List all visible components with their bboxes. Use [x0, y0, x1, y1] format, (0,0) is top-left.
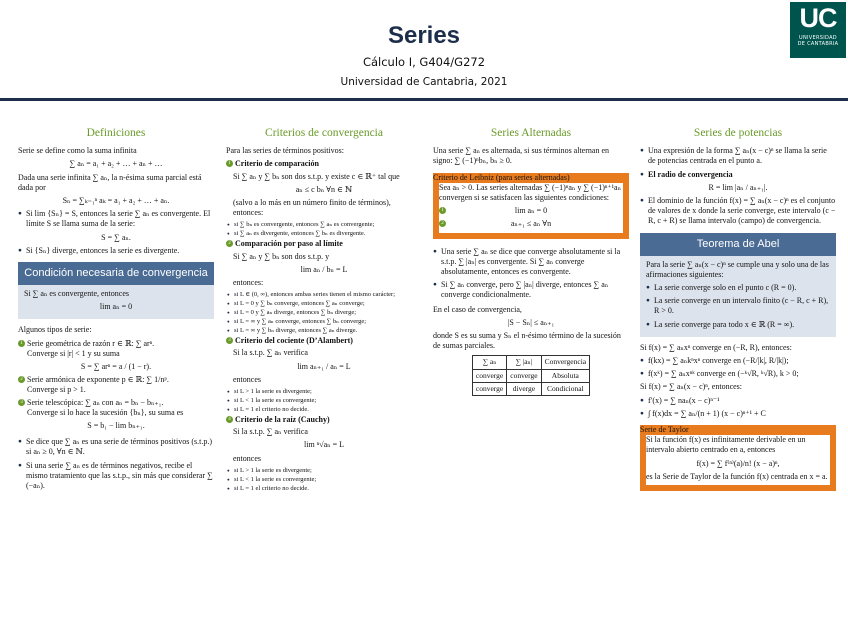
- abel-b3: ● La serie converge para todo x ∈ ℝ (R = ∞).: [646, 320, 830, 330]
- criterio-limite-title: 2 Comparación por paso al límite: [226, 239, 422, 249]
- def-suma-parcial: Dada una serie infinita ∑ aₙ, la n-ésima suma parcial está dada por: [18, 172, 202, 192]
- table-cell: Absoluta: [541, 369, 590, 382]
- criterio-raiz-text: Si la s.t.p. ∑ aₙ verifica: [233, 427, 308, 437]
- box-text: Si ∑ aₙ es convergente, entonces: [24, 289, 129, 299]
- tabla-convergencia: [472, 355, 590, 396]
- column-definiciones: [18, 128, 214, 494]
- box-abel-text: Para la serie ∑ aₙ(x − c)ⁿ se cumple una y solo una de las afirmaciones siguientes:: [646, 259, 829, 279]
- section-title-criterios: Criterios de convergencia: [265, 127, 383, 139]
- propiedad-2-b1: ● f′(x) = ∑ naₙ(x − c)ⁿ⁻¹: [640, 396, 836, 406]
- university-logo: [790, 2, 846, 58]
- eq-error: |S − Sₙ| ≤ aₙ₊₁: [507, 317, 555, 327]
- criterio-limite-eq: lim aₙ / bₙ = L: [300, 264, 348, 274]
- column-potencias: [640, 128, 836, 497]
- criterios-intro: Para las series de términos positivos:: [226, 146, 344, 156]
- logo-line-1: UNIVERSIDAD: [799, 35, 837, 41]
- criterio-limite-s3: ● si L = 0 y ∑ aₙ diverge, entonces ∑ bₙ diverge;: [226, 309, 422, 317]
- table-header: Convergencia: [541, 356, 590, 369]
- table-cell: converge: [507, 369, 541, 382]
- criterio-raiz-title: 4 Criterio de la raíz (Cauchy): [226, 415, 422, 425]
- alternadas-intro: Una serie ∑ aₙ es alternada, si sus términos alternan en signo: ∑ (−1)ⁿbₙ, bₙ ≥ 0.: [433, 146, 609, 166]
- leibniz-cond-2-eq: aₙ₊₁ ≤ aₙ ∀n: [510, 219, 552, 229]
- criterio-cociente-s2: ● si L < 1 la serie es convergente;: [226, 397, 422, 405]
- criterio-limite-s5: ● si L = ∞ y ∑ bₙ diverge, entonces ∑ aₙ diverge.: [226, 327, 422, 335]
- criterio-cociente-title: 3 Criterio del cociente (D’Alambert): [226, 336, 422, 346]
- criterio-cociente-s3: ● si L = 1 el criterio no decide.: [226, 406, 422, 414]
- criterio-raiz-s1: ● si L > 1 la serie es divergente;: [226, 467, 422, 475]
- box-leibniz-body: Sea aₙ > 0. Las series alternadas ∑ (−1)ⁿaₙ y ∑ (−1)ⁿ⁺¹aₙ convergen si se satisfacen las siguientes condiciones: 1 lim aₙ = 0 2 aₙ₊₁ ≤ aₙ ∀n: [439, 182, 622, 229]
- bullet-serie-potencias: ● Una expresión de la forma ∑ aₙ(x − c)ⁿ se llama la serie de potencias centrada en el punto a.: [640, 146, 836, 166]
- column-criterios: [226, 128, 422, 494]
- section-title-potencias: Series de potencias: [693, 127, 783, 139]
- criterio-raiz-s2: ● si L < 1 la serie es convergente;: [226, 476, 422, 484]
- criterio-comparacion-s2: ● si ∑ aₙ es divergente, entonces ∑ bₙ es divergente.: [226, 230, 422, 238]
- page-subtitle: Cálculo I, G404/G272: [362, 55, 486, 69]
- box-abel: [640, 233, 836, 337]
- criterio-cociente-text2: entonces: [233, 374, 261, 384]
- page-title: Series: [387, 22, 461, 49]
- eq-serie: ∑ aₙ = a₁ + a₂ + … + aₙ + …: [69, 159, 163, 169]
- table-cell: Condicional: [541, 382, 590, 395]
- def-serie: Serie se define como la suma infinita: [18, 146, 137, 156]
- table-row: [472, 369, 589, 382]
- criterio-comparacion-s1: ● si ∑ bₙ es convergente, entonces ∑ aₙ es convergente;: [226, 221, 422, 229]
- header: [0, 0, 848, 102]
- box-taylor-title: Serie de Taylor: [640, 425, 836, 435]
- table-cell: diverge: [507, 382, 541, 395]
- eq-geometrica: S = ∑ arⁿ = a / (1 − r).: [80, 362, 152, 372]
- header-divider: [0, 98, 848, 101]
- box-leibniz-title: Criterio de Leibniz (para series alternadas): [433, 173, 629, 183]
- bullet-convergente: ● Si lim {Sₙ} = S, entonces la serie ∑ aₙ es convergente. El límite S se llama suma de la serie:: [18, 209, 214, 229]
- criterio-comparacion-eq: aₙ ≤ c bₙ ∀n ∈ ℕ: [295, 184, 353, 194]
- section-title-alternadas: Series Alternadas: [490, 127, 572, 139]
- criterio-comparacion-title: 1 Criterio de comparación: [226, 159, 422, 169]
- criterio-cociente-s1: ● si L > 1 la serie es divergente;: [226, 388, 422, 396]
- tipo-telescopica: 3 Serie telescópica: ∑ aₙ con aₙ = bₙ − bₙ₊₁. Converge si lo hace la sucesión {bₙ}, su suma es: [18, 398, 214, 418]
- bullet-divergente: ● Si {Sₙ} diverge, entonces la serie es divergente.: [18, 246, 214, 256]
- criterio-limite-s2: ● si L = 0 y ∑ bₙ converge, entonces ∑ aₙ converge;: [226, 300, 422, 308]
- table-cell: converge: [472, 382, 506, 395]
- criterio-limite-text2: entonces:: [233, 278, 264, 288]
- box-abel-body: [640, 256, 836, 337]
- section-title-definiciones: Definiciones: [86, 127, 146, 139]
- table-cell: converge: [472, 369, 506, 382]
- table-header: ∑ |aₙ|: [507, 356, 541, 369]
- criterio-limite-s4: ● si L = ∞ y ∑ aₙ converge, entonces ∑ bₙ converge;: [226, 318, 422, 326]
- criterio-comparacion-text2: (salvo a lo más en un número finito de términos), entonces:: [233, 198, 391, 218]
- abel-b2: ● La serie converge en un intervalo finito (c − R, c + R), R > 0.: [646, 296, 830, 316]
- box-taylor-eq: f(x) = ∑ f⁽ⁿ⁾(a)/n! (x − a)ⁿ,: [696, 458, 780, 468]
- tipos-serie: Algunos tipos de serie:: [18, 325, 92, 335]
- criterio-limite-text: Si ∑ aₙ y ∑ bₙ son dos s.t.p. y: [233, 251, 330, 261]
- box-leibniz-text: Sea aₙ > 0. Las series alternadas ∑ (−1)ⁿaₙ y ∑ (−1)ⁿ⁺¹aₙ convergen si se satisfacen las siguientes condiciones:: [439, 182, 622, 203]
- logo-line-2: DE CANTABRIA: [797, 41, 839, 47]
- convergencia-caso: En el caso de convergencia,: [433, 304, 522, 314]
- institution: Universidad de Cantabria, 2021: [340, 76, 508, 88]
- abel-b1: ● La serie converge solo en el punto c (R = 0).: [646, 283, 830, 293]
- propiedades-2: Si f(x) = ∑ aₙ(x − c)ⁿ, entonces:: [640, 382, 743, 392]
- propiedades-1: Si f(x) = ∑ aₙxⁿ converge en (−R, R), entonces:: [640, 342, 792, 352]
- table-header-row: [472, 356, 589, 369]
- box-taylor-text2: es la Serie de Taylor de la función f(x) centrada en x = a.: [646, 471, 828, 481]
- bullet-stp: ● Se dice que ∑ aₙ es una serie de términos positivos (s.t.p.) si aₙ ≥ 0, ∀n ∈ ℕ.: [18, 437, 214, 457]
- criterio-raiz-eq: lim ⁿ√aₙ = L: [304, 440, 344, 450]
- criterio-raiz-s3: ● si L = 1 el criterio no decide.: [226, 485, 422, 493]
- box-body: [18, 285, 214, 319]
- criterio-cociente-text: Si la s.t.p. ∑ aₙ verifica: [233, 348, 308, 358]
- box-leibniz: [433, 173, 629, 239]
- table-row: [472, 382, 589, 395]
- tipo-armonica: 2 Serie armónica de exponente p ∈ ℝ: ∑ 1/nᵖ. Converge si p > 1.: [18, 375, 214, 395]
- leibniz-cond-1-eq: lim aₙ = 0: [514, 206, 548, 216]
- box-title: Condición necesaria de convergencia: [18, 262, 214, 285]
- criterio-limite-s1: ● si L ∈ (0, ∞), entonces ambas series tienen el mismo carácter;: [226, 291, 422, 299]
- criterio-cociente-eq: lim aₙ₊₁ / aₙ = L: [297, 361, 351, 371]
- bullet-dominio: ● El dominio de la función f(x) = ∑ aₙ(x − c)ⁿ es el conjunto de valores de x donde la serie converge, este intervalo (c − R, c + R) se llama intervalo (campo) de convergencia.: [640, 196, 836, 227]
- box-taylor-body: [646, 435, 830, 482]
- eq-telescopica: S = b₁ − lim bₙ₊₁.: [87, 421, 145, 431]
- box-abel-title: Teorema de Abel: [640, 233, 836, 256]
- eq-suma-parcial: Sₙ = ∑ₖ₌₁ⁿ aₖ = a₁ + a₂ + … + aₙ.: [62, 196, 170, 206]
- propiedad-1-b2: ● f(xᵏ) = ∑ aₙxⁿᵏ converge en (−ᵏ√R, ᵏ√R), k > 0;: [640, 369, 836, 379]
- bullet-absoluta: ● Una serie ∑ aₙ se dice que converge absolutamente si la s.t.p. ∑ |aₙ| es convergente. Si ∑ aₙ converge absolutamente, entonces es convergente.: [433, 247, 629, 278]
- error-text: donde S es su suma y Sₙ el n-ésimo término de la sucesión de sumas parciales.: [433, 331, 621, 351]
- eq-suma-serie: S = ∑ aₙ.: [101, 232, 131, 242]
- bullet-negativos: ● Si una serie ∑ aₙ es de términos negativos, recibe el mismo tratamiento que las s.t.p., sin más que considerar ∑ (−aₙ).: [18, 461, 214, 492]
- box-condicion-necesaria: [18, 262, 214, 319]
- criterio-comparacion-text: Si ∑ aₙ y ∑ bₙ son dos s.t.p. y existe c ∈ ℝ⁺ tal que: [233, 171, 400, 181]
- column-alternadas: [433, 128, 629, 400]
- tipo-geometrica: 1 Serie geométrica de razón r ∈ ℝ: ∑ arⁿ. Converge si |r| < 1 y su suma: [18, 339, 214, 359]
- logo-mark: UC: [799, 3, 837, 33]
- bullet-condicional: ● Si ∑ aₙ converge, pero ∑ |aₙ| diverge, entonces ∑ aₙ converge condicionalmente.: [433, 280, 629, 300]
- propiedad-2-b2: ● ∫ f(x)dx = ∑ aₙ/(n + 1) (x − c)ⁿ⁺¹ + C: [640, 409, 836, 419]
- table-header: ∑ aₙ: [472, 356, 506, 369]
- propiedad-1-b1: ● f(kx) = ∑ aₙkⁿxⁿ converge en (−R/|k|, R/|k|);: [640, 356, 836, 366]
- eq-radio: R = lim |aₙ / aₙ₊₁|.: [708, 182, 768, 192]
- box-taylor: [640, 425, 836, 491]
- bullet-radio: ● El radio de convergencia: [640, 170, 836, 180]
- box-eq: lim aₙ = 0: [99, 302, 133, 312]
- box-taylor-text: Si la función f(x) es infinitamente derivable en un intervalo abierto centrado en a, entonces: [646, 435, 806, 455]
- criterio-raiz-text2: entonces: [233, 453, 261, 463]
